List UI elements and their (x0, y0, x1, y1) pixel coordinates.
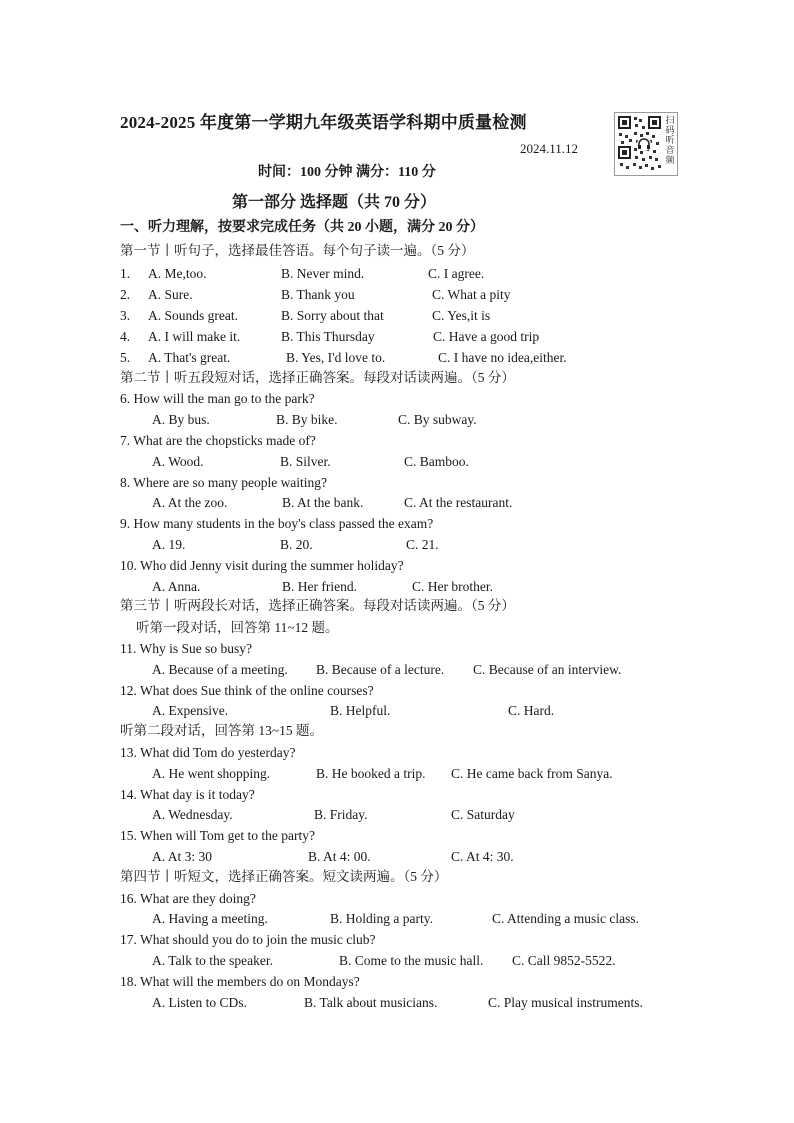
question-13: 13. What did Tom do yesterday? (120, 745, 296, 760)
option-a[interactable]: A. I will make it. (148, 329, 241, 344)
s2-heading: 第二节丨听五段短对话，选择正确答案。每段对话读两遍。（5 分） (120, 370, 515, 385)
option-c[interactable]: C. Saturday (451, 807, 515, 822)
question-12: 12. What does Sue think of the online courses? (120, 683, 374, 698)
option-a[interactable]: A. That's great. (148, 350, 231, 365)
s3-heading: 第三节丨听两段长对话，选择正确答案。每段对话读两遍。（5 分） (120, 598, 515, 613)
option-a[interactable]: A. Expensive. (152, 703, 229, 718)
option-c[interactable]: C. By subway. (398, 412, 477, 427)
question-18: 18. What will the members do on Mondays? (120, 974, 360, 989)
question-11: 11. Why is Sue so busy? (120, 641, 253, 656)
option-c[interactable]: C. Hard. (508, 703, 555, 718)
option-c[interactable]: C. What a pity (432, 287, 511, 302)
question-9: 9. How many students in the boy's class passed the exam? (120, 516, 434, 531)
option-b[interactable]: B. Because of a lecture. (316, 662, 445, 677)
option-b[interactable]: B. Come to the music hall. (339, 953, 484, 968)
exam-date: 2024.11.12 (520, 141, 579, 156)
option-b[interactable]: B. Talk about musicians. (304, 995, 438, 1010)
s3-intro-1: 听第一段对话，回答第 11~12 题。 (136, 620, 339, 635)
exam-page: 2024-2025 年度第一学期九年级英语学科期中质量检测 2024.11.12 扫码听音频 时间：100 分钟 满分：110 分 第一部分 选择题（共 70 分） 一、听力理解，按要求完成任务（共 20 小题，满分 20 分） 第一节丨听句子，选择最佳答语。每个句子读一遍。（5 分） 1. A. Me,too. B. Never mind. C. I agree. 2. A. Sure. B. Thank you C. What a pity 3. A. Sounds great. B. Sorry about that C. Yes,it is 4. A. I will make it. B. This Thursday C. Have a good trip 5. A. That's great. B. Yes, I'd love to. C. I have no idea,either. 第二节丨听五段短对话，选择正确答案。每段对话读两遍。（5 分） 6. How will the man go to the park? A. By bus. B. By bike. C. By subway. 7. What are the chopsticks made of? A. Wood. B. Silver. C. Bamboo. 8. Where are so many people waiting? A. At the zoo. B. At the bank. C. At the restaurant. 9. How many students in the boy's class passed the exam? A. 19. B. 20. C. 21. 10. Who did Jenny visit during the summer holiday? A. Anna. B. Her friend. C. Her brother. 第三节丨听两段长对话，选择正确答案。每段对话读两遍。（5 分） 听第一段对话，回答第 11~12 题。 11. Why is Sue so busy? A. Because of a meeting. B. Because of a lecture. C. Because of an interview. 12. What does Sue think of the online courses? A. Expensive. B. Helpful. C. Hard. 听第二段对话，回答第 13~15 题。 13. What did Tom do yesterday? A. He went shopping. B. He booked a trip. C. He came back from Sanya. 14. What day is it today? A. Wednesday. B. Friday. C. Saturday 15. When will Tom get to the party? A. At 3: 30 B. At 4: 00. C. At 4: 30. 第四节丨听短文，选择正确答案。短文读两遍。（5 分） 16. What are they doing? A. Having a meeting. B. Holding a party. C. Attending a music class. 17. What should you do to join the music club? A. Talk to the speaker. B. Come to the music hall. C. Call 9852-5522. 18. What will the members do on Mondays? A. Listen to CDs. B. Talk about musicians. C. Play musical instruments. (0, 0, 794, 1123)
option-a[interactable]: A. At the zoo. (152, 495, 228, 510)
option-b[interactable]: B. Yes, I'd love to. (286, 350, 386, 365)
option-b[interactable]: B. Never mind. (281, 266, 365, 281)
s3-intro-2: 听第二段对话，回答第 13~15 题。 (120, 723, 324, 738)
option-b[interactable]: B. Friday. (314, 807, 368, 822)
option-a[interactable]: A. By bus. (152, 412, 210, 427)
option-a[interactable]: A. Wednesday. (152, 807, 233, 822)
option-b[interactable]: B. At 4: 00. (308, 849, 371, 864)
qr-caption: 扫码听音频 (665, 116, 675, 166)
exam-title: 2024-2025 年度第一学期九年级英语学科期中质量检测 (120, 113, 527, 132)
option-c[interactable]: C. I have no idea,either. (438, 350, 567, 365)
question-17: 17. What should you do to join the music club? (120, 932, 376, 947)
part-heading: 第一部分 选择题（共 70 分） (232, 194, 437, 211)
option-c[interactable]: C. Attending a music class. (492, 911, 639, 926)
option-b[interactable]: B. Helpful. (330, 703, 391, 718)
option-c[interactable]: C. 21. (406, 537, 439, 552)
option-c[interactable]: C. At the restaurant. (404, 495, 513, 510)
option-a[interactable]: A. Because of a meeting. (152, 662, 288, 677)
option-a[interactable]: A. Me,too. (148, 266, 207, 281)
option-c[interactable]: C. I agree. (428, 266, 485, 281)
option-b[interactable]: B. Holding a party. (330, 911, 433, 926)
option-b[interactable]: B. Sorry about that (281, 308, 384, 323)
option-c[interactable]: C. Call 9852-5522. (512, 953, 616, 968)
option-b[interactable]: B. Her friend. (282, 579, 357, 594)
option-a[interactable]: A. Anna. (152, 579, 201, 594)
option-a[interactable]: A. He went shopping. (152, 766, 271, 781)
option-a[interactable]: A. 19. (152, 537, 186, 552)
option-c[interactable]: C. He came back from Sanya. (451, 766, 613, 781)
question-6: 6. How will the man go to the park? (120, 391, 315, 406)
time-info: 时间：100 分钟 满分：110 分 (258, 165, 436, 180)
option-a[interactable]: A. Sure. (148, 287, 193, 302)
option-a[interactable]: A. Wood. (152, 454, 204, 469)
option-b[interactable]: B. 20. (280, 537, 313, 552)
question-15: 15. When will Tom get to the party? (120, 828, 316, 843)
option-b[interactable]: B. Thank you (281, 287, 355, 302)
question-14: 14. What day is it today? (120, 787, 255, 802)
option-a[interactable]: A. Talk to the speaker. (152, 953, 274, 968)
option-b[interactable]: B. He booked a trip. (316, 766, 426, 781)
option-c[interactable]: C. Her brother. (412, 579, 493, 594)
option-c[interactable]: C. Play musical instruments. (488, 995, 643, 1010)
option-c[interactable]: C. Because of an interview. (473, 662, 622, 677)
option-c[interactable]: C. Have a good trip (433, 329, 540, 344)
question-7: 7. What are the chopsticks made of? (120, 433, 316, 448)
option-c[interactable]: C. Bamboo. (404, 454, 469, 469)
option-a[interactable]: A. Having a meeting. (152, 911, 268, 926)
question-10: 10. Who did Jenny visit during the summer holiday? (120, 558, 404, 573)
option-a[interactable]: A. Listen to CDs. (152, 995, 247, 1010)
option-b[interactable]: B. By bike. (276, 412, 338, 427)
option-b[interactable]: B. Silver. (280, 454, 331, 469)
s4-heading: 第四节丨听短文，选择正确答案。短文读两遍。（5 分） (120, 869, 448, 884)
option-a[interactable]: A. Sounds great. (148, 308, 238, 323)
option-b[interactable]: B. At the bank. (282, 495, 364, 510)
option-c[interactable]: C. At 4: 30. (451, 849, 514, 864)
option-b[interactable]: B. This Thursday (281, 329, 375, 344)
option-c[interactable]: C. Yes,it is (432, 308, 491, 323)
section-heading: 一、听力理解，按要求完成任务（共 20 小题，满分 20 分） (120, 220, 484, 235)
question-8: 8. Where are so many people waiting? (120, 475, 328, 490)
option-a[interactable]: A. At 3: 30 (152, 849, 213, 864)
question-16: 16. What are they doing? (120, 891, 256, 906)
s1-heading: 第一节丨听句子，选择最佳答语。每个句子读一遍。（5 分） (120, 243, 475, 258)
